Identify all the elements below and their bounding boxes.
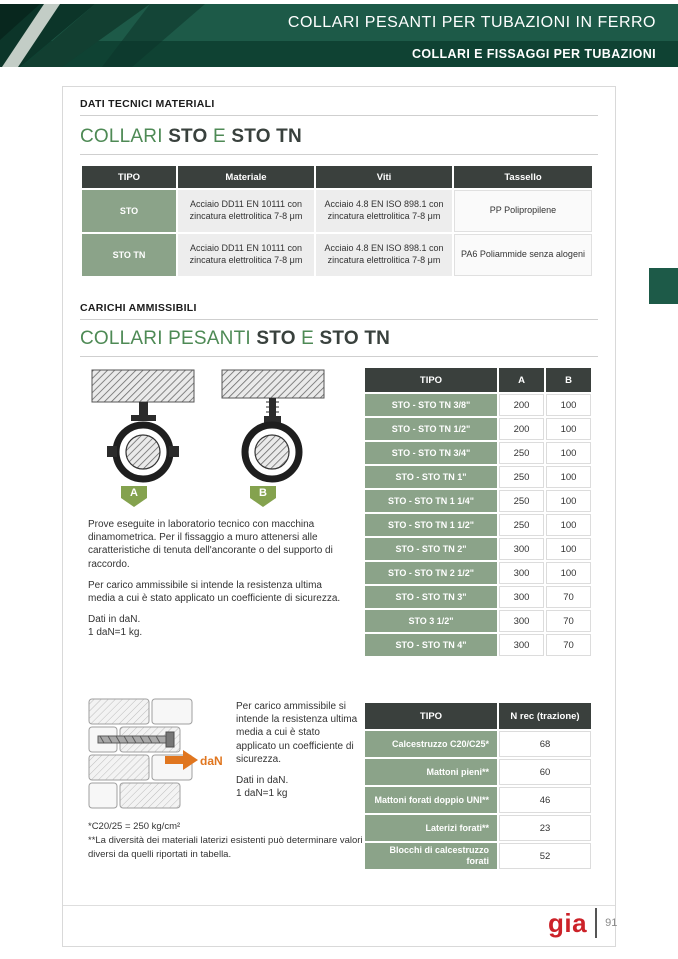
table-cell: 100 — [546, 514, 591, 536]
table-row-label: STO - STO TN 1/2" — [365, 418, 497, 440]
table-row-label: STO - STO TN 4" — [365, 634, 497, 656]
table-cell: PP Polipropilene — [454, 190, 592, 232]
table-cell: Acciaio 4.8 EN ISO 898.1 con zincatura elettrolitica 7-8 μm — [316, 190, 452, 232]
table-cell: 46 — [499, 787, 591, 813]
heading-part: STO — [168, 126, 208, 147]
table-row-label: STO - STO TN 3/4" — [365, 442, 497, 464]
table-cell: 100 — [546, 562, 591, 584]
table-header-cell: Materiale — [178, 166, 314, 188]
note: Dati in daN. — [236, 774, 289, 786]
loads-heading — [80, 328, 390, 350]
paragraph: Per carico ammissibile si intende la resistenza ultima media a cui è stato applicato un coefficiente di sicurezza. — [88, 579, 341, 604]
heading-part: STO TN — [231, 126, 302, 147]
materials-heading — [80, 126, 302, 148]
table-cell: 100 — [546, 442, 591, 464]
table-header-cell: TIPO — [82, 166, 176, 188]
table-row-label: Calcestruzzo C20/C25* — [365, 731, 497, 757]
heading-part: STO TN — [319, 328, 391, 349]
section-label-loads: CARICHI AMMISSIBILI — [80, 302, 197, 314]
table-cell: 68 — [499, 731, 591, 757]
divider — [80, 356, 598, 357]
table-cell: 70 — [546, 634, 591, 656]
divider — [80, 115, 598, 116]
table-header-cell: N rec (trazione) — [499, 703, 591, 729]
label-b: B — [259, 487, 267, 499]
corner-accent — [649, 268, 678, 304]
table-row-label: Mattoni pieni** — [365, 759, 497, 785]
collar-b-illustration — [222, 370, 324, 507]
table-row-label: STO - STO TN 2 1/2" — [365, 562, 497, 584]
divider — [80, 154, 598, 155]
footnotes — [88, 820, 380, 861]
page-subtitle: COLLARI E FISSAGGI PER TUBAZIONI — [411, 47, 656, 61]
table-row-label: STO TN — [82, 234, 176, 276]
collar-a-illustration — [92, 370, 194, 507]
table-row-label: STO — [82, 190, 176, 232]
table-cell: 300 — [499, 538, 544, 560]
footnote: *C20/25 = 250 kg/cm² — [88, 821, 181, 832]
table-cell: 52 — [499, 843, 591, 869]
table-row-label: STO - STO TN 3" — [365, 586, 497, 608]
table-header-cell: B — [546, 368, 591, 392]
table-cell: 100 — [546, 538, 591, 560]
materials-table — [82, 166, 592, 276]
table-cell: 100 — [546, 394, 591, 416]
page-title: COLLARI PESANTI PER TUBAZIONI IN FERRO — [287, 13, 656, 31]
table-row-label: STO - STO TN 1 1/2" — [365, 514, 497, 536]
table-row-label: STO 3 1/2" — [365, 610, 497, 632]
table-cell: Acciaio DD11 EN 10111 con zincatura elettrolitica 7-8 μm — [178, 234, 314, 276]
heading-part: COLLARI PESANTI — [80, 328, 257, 349]
footnote: **La diversità dei materiali laterizi esistenti può determinare valori diversi da quelli riportati in tabella. — [88, 834, 363, 860]
divider — [80, 319, 598, 320]
table-cell: 250 — [499, 442, 544, 464]
note: 1 daN=1 kg — [236, 788, 288, 800]
paragraph: Per carico ammissibile si intende la resistenza ultima media a cui è stato applicato un coefficiente di sicurezza. — [236, 701, 358, 765]
table-cell: 200 — [499, 394, 544, 416]
anchor-text — [236, 700, 358, 800]
table-cell: 250 — [499, 466, 544, 488]
table-header-cell: A — [499, 368, 544, 392]
table-cell: 100 — [546, 490, 591, 512]
table-cell: 200 — [499, 418, 544, 440]
table-cell: 250 — [499, 490, 544, 512]
heading-part: E — [295, 328, 320, 349]
table-cell: 300 — [499, 586, 544, 608]
table-cell: 60 — [499, 759, 591, 785]
table-cell: PA6 Poliammide senza alogeni — [454, 234, 592, 276]
table-cell: Acciaio DD11 EN 10111 con zincatura elettrolitica 7-8 μm — [178, 190, 314, 232]
table-header-cell: TIPO — [365, 703, 497, 729]
table-cell: 300 — [499, 634, 544, 656]
table-cell: 300 — [499, 562, 544, 584]
heading-part: STO — [256, 328, 296, 349]
page-header — [0, 4, 678, 67]
table-row-label: STO - STO TN 1" — [365, 466, 497, 488]
table-header-cell: Viti — [316, 166, 452, 188]
wall-anchor-diagram — [88, 698, 226, 812]
table-cell: 70 — [546, 610, 591, 632]
header-deco-pattern — [0, 4, 240, 67]
collar-diagram — [88, 368, 328, 510]
table-row-label: STO - STO TN 3/8" — [365, 394, 497, 416]
table-cell: 300 — [499, 610, 544, 632]
table-row-label: Laterizi forati** — [365, 815, 497, 841]
label-a: A — [130, 487, 138, 499]
table-row-label: STO - STO TN 1 1/4" — [365, 490, 497, 512]
loads-table — [365, 368, 591, 656]
table-header-cell: TIPO — [365, 368, 497, 392]
brick-wall-illustration — [89, 699, 192, 808]
footer-separator — [595, 908, 597, 938]
table-cell: 23 — [499, 815, 591, 841]
table-header-cell: Tassello — [454, 166, 592, 188]
page-footer — [548, 908, 617, 938]
note: Dati in daN. — [88, 614, 141, 626]
section-label-materials: DATI TECNICI MATERIALI — [80, 98, 215, 110]
gia-logo: gia — [548, 908, 588, 938]
table-row-label: Blocchi di calcestruzzo forati — [365, 843, 497, 869]
anchor-table — [365, 703, 591, 869]
table-cell: 100 — [546, 466, 591, 488]
table-row-label: Mattoni forati doppio UNI** — [365, 787, 497, 813]
dan-label: daN — [200, 754, 223, 768]
footer-divider — [63, 905, 615, 906]
loads-text — [88, 518, 350, 640]
table-cell: 100 — [546, 418, 591, 440]
note: 1 daN=1 kg. — [88, 627, 143, 639]
paragraph: Prove eseguite in laboratorio tecnico con macchina dinamometrica. Per il fissaggio a muro attenersi alle caratteristiche di tenuta dell'ancorante o del supporto di raccordo. — [88, 519, 333, 570]
heading-part: COLLARI — [80, 126, 169, 147]
heading-part: E — [207, 126, 232, 147]
table-cell: Acciaio 4.8 EN ISO 898.1 con zincatura elettrolitica 7-8 μm — [316, 234, 452, 276]
table-cell: 250 — [499, 514, 544, 536]
table-row-label: STO - STO TN 2" — [365, 538, 497, 560]
table-cell: 70 — [546, 586, 591, 608]
page-number: 91 — [605, 917, 618, 929]
